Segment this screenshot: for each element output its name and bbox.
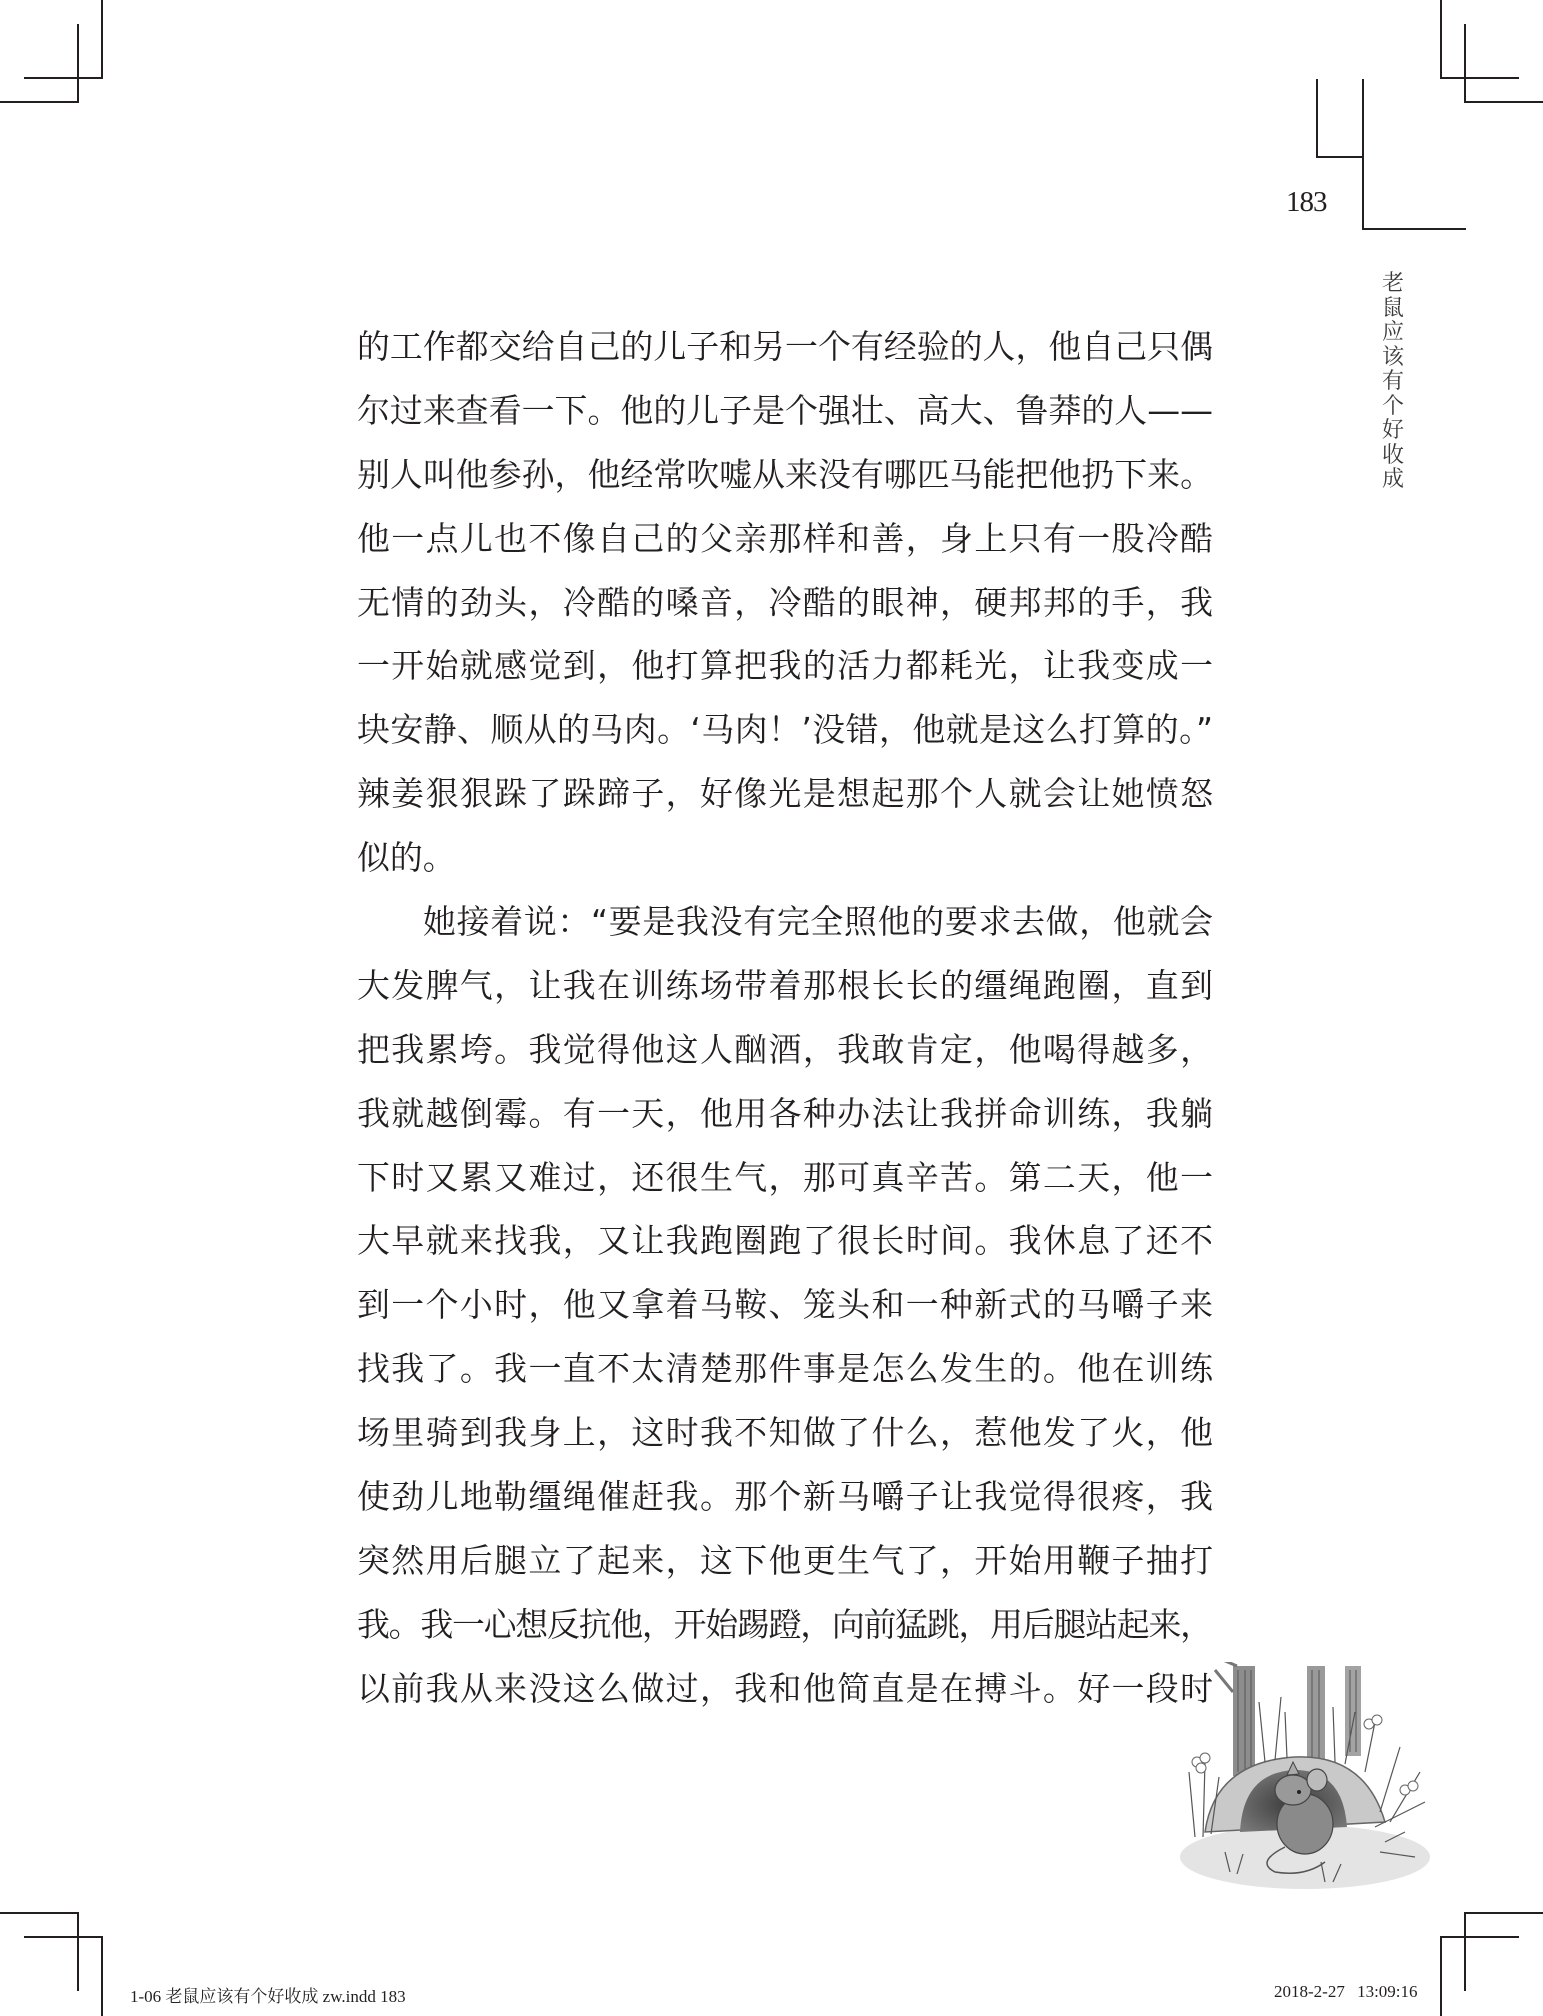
- crop-line: [101, 0, 103, 79]
- crop-line: [0, 101, 79, 103]
- crop-line: [0, 1912, 79, 1914]
- text-line: 似的。: [357, 838, 456, 878]
- frame-line: [1362, 228, 1466, 230]
- running-title-vertical: 老鼠应该有个好收成: [1381, 271, 1404, 492]
- crop-line: [1440, 0, 1442, 79]
- text-line: 一开始就感觉到，他打算把我的活力都耗光，让我变成一: [357, 646, 1213, 686]
- text-line: 场里骑到我身上，这时我不知做了什么，惹他发了火，他: [357, 1413, 1213, 1453]
- text-line: 大发脾气，让我在训练场带着那根长长的缰绳跑圈，直到: [357, 965, 1213, 1005]
- crop-line: [1440, 1936, 1442, 2016]
- text-line: 尔过来查看一下。他的儿子是个强壮、高大、鲁莽的人——: [357, 390, 1213, 430]
- footer-file-info: 1-06 老鼠应该有个好收成 zw.indd 183: [130, 1987, 406, 2006]
- footer-timestamp: 2018-2-27 13:09:16: [1274, 1982, 1418, 2001]
- crop-line: [1464, 24, 1466, 103]
- crop-line: [24, 77, 103, 79]
- crop-line: [77, 24, 79, 103]
- text-line: 到一个小时，他又拿着马鞍、笼头和一种新式的马嚼子来: [357, 1285, 1213, 1325]
- text-line: 的工作都交给自己的儿子和另一个有经验的人，他自己只偶: [357, 327, 1213, 366]
- mouse-burrow-illustration: [1175, 1662, 1433, 1894]
- paragraph-first-line: 她接着说：“要是我没有完全照他的要求去做，他就会: [423, 902, 1213, 942]
- text-line: 块安静、顺从的马肉。‘马肉！’没错，他就是这么打算的。”: [357, 710, 1213, 750]
- crop-line: [1440, 77, 1519, 79]
- page-number: 183: [1286, 186, 1327, 218]
- crop-line: [1440, 1936, 1519, 1938]
- text-line: 大早就来找我，又让我跑圈跑了很长时间。我休息了还不: [357, 1221, 1213, 1261]
- text-line: 无情的劲头，冷酷的嗓音，冷酷的眼神，硬邦邦的手，我: [357, 582, 1213, 622]
- crop-line: [1464, 1912, 1543, 1914]
- text-line: 把我累垮。我觉得他这人酗酒，我敢肯定，他喝得越多，: [357, 1029, 1213, 1069]
- text-line: 下时又累又难过，还很生气，那可真辛苦。第二天，他一: [357, 1157, 1213, 1197]
- frame-line: [1316, 156, 1363, 158]
- body-text: [357, 323, 1213, 1729]
- crop-line: [24, 1936, 103, 1938]
- crop-line: [1464, 1912, 1466, 1991]
- text-line: 他一点儿也不像自己的父亲那样和善，身上只有一股冷酷: [357, 518, 1213, 558]
- text-line: 找我了。我一直不太清楚那件事是怎么发生的。他在训练: [357, 1349, 1213, 1389]
- frame-line: [1316, 79, 1318, 158]
- crop-line: [101, 1936, 103, 2016]
- text-line: 别人叫他参孙，他经常吹嘘从来没有哪匹马能把他扔下来。: [357, 454, 1213, 494]
- crop-line: [1464, 101, 1543, 103]
- mouse-illustration-icon: [1175, 1662, 1433, 1894]
- text-line: 我就越倒霉。有一天，他用各种办法让我拼命训练，我躺: [357, 1093, 1213, 1133]
- text-line: 突然用后腿立了起来，这下他更生气了，开始用鞭子抽打: [357, 1540, 1213, 1580]
- text-line: 以前我从来没这么做过，我和他简直是在搏斗。好一段时: [357, 1668, 1213, 1708]
- text-line: 使劲儿地勒缰绳催赶我。那个新马嚼子让我觉得很疼，我: [357, 1477, 1213, 1517]
- frame-line: [1362, 79, 1364, 230]
- text-line: 我。我一心想反抗他，开始踢蹬，向前猛跳，用后腿站起来，: [357, 1604, 1212, 1644]
- text-line: 辣姜狠狠跺了跺蹄子，好像光是想起那个人就会让她愤怒: [357, 774, 1213, 814]
- crop-line: [77, 1912, 79, 1991]
